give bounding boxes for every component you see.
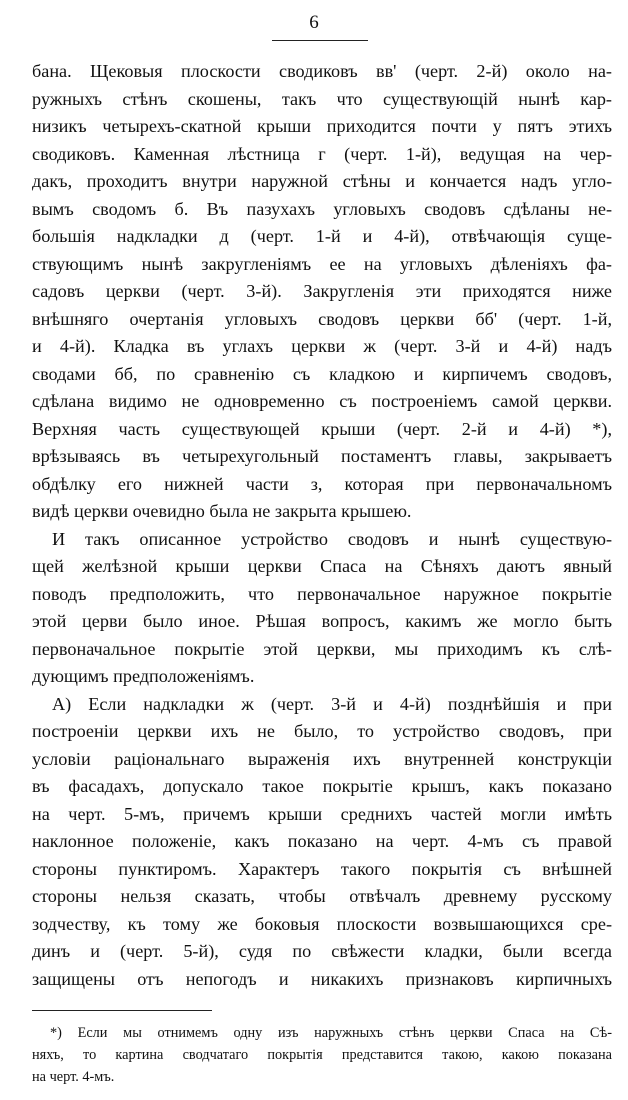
text-line: условіи раціональнаго выраженія ихъ внутренней конструкціи [32, 748, 612, 769]
footnote-line: няхъ, то картина сводчатаго покрытія представится такою, какою показана [32, 1047, 612, 1063]
text-line: дакъ, проходитъ внутри наружной стѣны и кончается надъ угло- [32, 171, 612, 191]
text-line: сводами бб, по сравненію съ кладкою и кирпичемъ сводовъ, [32, 363, 612, 384]
paragraph-start-line: И такъ описанное устройство сводовъ и нынѣ существую- [52, 528, 612, 549]
text-line: врѣзываясь въ четырехугольный постаментъ главы, закрываетъ [32, 446, 612, 466]
text-line: сдѣлана видимо не одновременно съ построеніемъ самой церкви. [32, 391, 612, 411]
footnote-line: *) Если мы отнимемъ одну изъ наружныхъ стѣнъ церкви Спаса на Сѣ- [50, 1025, 612, 1041]
text-line: бана. Щековыя плоскости сводиковъ вв' (черт. 2-й) около на- [32, 61, 612, 81]
text-line: этой церви было иное. Рѣшая вопросъ, какимъ же могло быть [32, 611, 612, 631]
text-line: видѣ церкви очевидно была не закрыта крышею. [32, 501, 412, 521]
text-line: ружныхъ стѣнъ скошены, такъ что существующій нынѣ кар- [32, 88, 612, 109]
text-line: обдѣлку его нижней части з, которая при первоначальномъ [32, 473, 612, 494]
text-line: динъ и (черт. 5-й), судя по свѣжести кладки, были всегда [32, 941, 612, 961]
header-rule [272, 40, 368, 41]
text-line: защищены отъ непогодъ и никакихъ признаковъ кирпичныхъ [32, 968, 612, 989]
paragraph-start-line: А) Если надкладки ж (черт. 3-й и 4-й) позднѣйшія и при [52, 693, 612, 714]
text-line: стороны пунктиромъ. Характеръ такого покрытія съ внѣшней [32, 858, 612, 879]
text-line: первоначальное покрытіе этой церкви, мы приходимъ къ слѣ- [32, 638, 612, 659]
text-line: поводъ предположить, что первоначальное наружное покрытіе [32, 583, 612, 604]
text-line: наклонное положеніе, какъ показано на черт. 4-мъ съ правой [32, 831, 612, 851]
page-number: 6 [309, 12, 319, 33]
footnote-line: на черт. 4-мъ. [32, 1069, 115, 1085]
text-line: щей желѣзной крыши церкви Спаса на Сѣняхъ даютъ явный [32, 556, 612, 576]
text-line: въ фасадахъ, допускало такое покрытіе крышъ, какъ показано [32, 776, 612, 796]
text-line: построеніи церкви ихъ не было, то устройство сводовъ, при [32, 721, 612, 741]
text-line: большія надкладки д (черт. 1-й и 4-й), отвѣчающія суще- [32, 226, 612, 246]
text-line: зодчеству, къ тому же боковыя плоскости возвышающихся сре- [32, 913, 612, 934]
text-line: ствующимъ нынѣ закругленіямъ ее на угловыхъ дѣленіяхъ фа- [32, 253, 612, 274]
text-line: и 4-й). Кладка въ углахъ церкви ж (черт. 3-й и 4-й) надъ [32, 336, 612, 356]
text-line: дующимъ предположеніямъ. [32, 666, 255, 686]
body-text [32, 58, 612, 993]
text-line: сводиковъ. Каменная лѣстница г (черт. 1-й), ведущая на чер- [32, 143, 612, 164]
text-line: Верхняя часть существующей крыши (черт. 2-й и 4-й) *), [32, 418, 612, 439]
text-line: садовъ церкви (черт. 3-й). Закругленія эти приходятся ниже [32, 281, 612, 301]
footnote-rule [32, 1010, 212, 1011]
text-line: стороны нельзя сказать, чтобы отвѣчалъ древнему русскому [32, 886, 612, 906]
text-line: внѣшняго очертанія угловыхъ сводовъ церкви бб' (черт. 1-й, [32, 308, 612, 329]
text-line: вымъ сводомъ б. Въ пазухахъ угловыхъ сводовъ сдѣланы не- [32, 198, 612, 219]
footnote [32, 1022, 612, 1088]
text-line: на черт. 5-мъ, причемъ крыши среднихъ частей могли имѣть [32, 803, 612, 824]
text-line: низикъ четырехъ-скатной крыши приходится почти у пятъ этихъ [32, 116, 612, 136]
